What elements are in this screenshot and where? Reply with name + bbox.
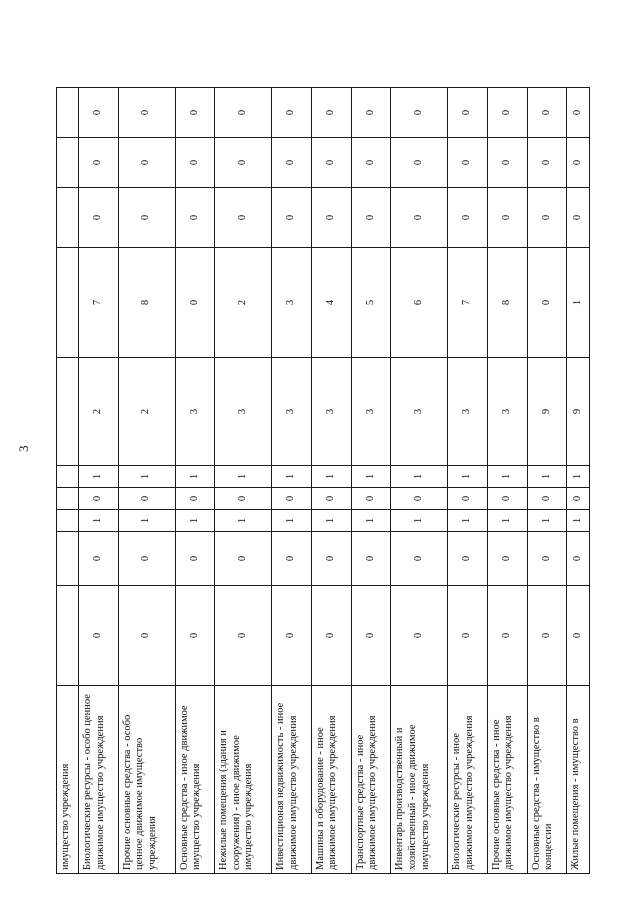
value-cell-c3: 1 <box>272 510 312 532</box>
value-cell-c2: 0 <box>391 532 448 586</box>
value-cell-c6: 9 <box>527 358 567 466</box>
value-cell-c5: 1 <box>448 466 488 488</box>
value-cell-c9: 0 <box>311 138 351 188</box>
empty-cell <box>57 488 79 510</box>
value-cell-c4: 0 <box>79 488 119 510</box>
value-cell-c4: 0 <box>391 488 448 510</box>
value-cell-c5: 1 <box>567 466 590 488</box>
value-cell-c6: 3 <box>215 358 272 466</box>
table-row <box>311 88 351 874</box>
value-cell-c7: 5 <box>351 248 391 358</box>
value-cell-c4: 0 <box>311 488 351 510</box>
value-cell-c7: 4 <box>311 248 351 358</box>
value-cell-c4: 0 <box>215 488 272 510</box>
value-cell-c4: 0 <box>118 488 175 510</box>
value-cell-c10: 0 <box>272 88 312 138</box>
table-row <box>527 88 567 874</box>
value-cell-c10: 0 <box>175 88 215 138</box>
value-cell-c6: 3 <box>448 358 488 466</box>
table-row <box>215 88 272 874</box>
value-cell-c7: 3 <box>272 248 312 358</box>
row-name-cell: Нежилые помещения (здания и сооружения) - иное движимое имущество учреждения <box>215 686 272 874</box>
value-cell-c3: 1 <box>487 510 527 532</box>
empty-cell <box>57 532 79 586</box>
empty-cell <box>57 138 79 188</box>
row-name-cell: Биологические ресурсы - иное движимое имущество учреждения <box>448 686 488 874</box>
value-cell-c1: 0 <box>487 586 527 686</box>
value-cell-c2: 0 <box>215 532 272 586</box>
value-cell-c3: 1 <box>527 510 567 532</box>
value-cell-c8: 0 <box>391 188 448 248</box>
value-cell-c1: 0 <box>272 586 312 686</box>
value-cell-c9: 0 <box>391 138 448 188</box>
value-cell-c10: 0 <box>118 88 175 138</box>
table-row <box>175 88 215 874</box>
value-cell-c7: 6 <box>391 248 448 358</box>
value-cell-c2: 0 <box>487 532 527 586</box>
value-cell-c6: 3 <box>351 358 391 466</box>
value-cell-c3: 1 <box>448 510 488 532</box>
row-name-cell: Инвентарь производственный и хозяйственный - иное движимое имущество учреждения <box>391 686 448 874</box>
value-cell-c10: 0 <box>311 88 351 138</box>
row-name-cell: Машины и оборудование - иное движимое имущество учреждения <box>311 686 351 874</box>
value-cell-c3: 1 <box>311 510 351 532</box>
value-cell-c3: 1 <box>118 510 175 532</box>
value-cell-c1: 0 <box>79 586 119 686</box>
value-cell-c6: 3 <box>272 358 312 466</box>
value-cell-c1: 0 <box>175 586 215 686</box>
empty-cell <box>57 88 79 138</box>
row-name-cell: Прочие основные средства - иное движимое имущество учреждения <box>487 686 527 874</box>
value-cell-c1: 0 <box>567 586 590 686</box>
value-cell-c5: 1 <box>311 466 351 488</box>
value-cell-c1: 0 <box>351 586 391 686</box>
value-cell-c7: 8 <box>118 248 175 358</box>
value-cell-c10: 0 <box>448 88 488 138</box>
value-cell-c9: 0 <box>79 138 119 188</box>
value-cell-c7: 1 <box>567 248 590 358</box>
value-cell-c4: 0 <box>448 488 488 510</box>
empty-cell <box>57 466 79 488</box>
row-name-cell: Транспортные средства - иное движимое имущество учреждения <box>351 686 391 874</box>
value-cell-c4: 0 <box>527 488 567 510</box>
value-cell-c6: 3 <box>391 358 448 466</box>
value-cell-c10: 0 <box>527 88 567 138</box>
table-row <box>391 88 448 874</box>
empty-cell <box>57 188 79 248</box>
value-cell-c7: 0 <box>175 248 215 358</box>
value-cell-c9: 0 <box>567 138 590 188</box>
rotated-table-container <box>56 88 590 874</box>
value-cell-c3: 1 <box>215 510 272 532</box>
value-cell-c8: 0 <box>448 188 488 248</box>
value-cell-c6: 3 <box>175 358 215 466</box>
table-row <box>448 88 488 874</box>
value-cell-c7: 2 <box>215 248 272 358</box>
value-cell-c2: 0 <box>527 532 567 586</box>
value-cell-c10: 0 <box>351 88 391 138</box>
row-name-cell: Основные средства - иное движимое имущество учреждения <box>175 686 215 874</box>
empty-cell <box>57 586 79 686</box>
value-cell-c5: 1 <box>215 466 272 488</box>
value-cell-c1: 0 <box>527 586 567 686</box>
table-row-continuation <box>57 88 79 874</box>
value-cell-c7: 8 <box>487 248 527 358</box>
value-cell-c7: 7 <box>79 248 119 358</box>
value-cell-c3: 1 <box>175 510 215 532</box>
value-cell-c10: 0 <box>487 88 527 138</box>
table-row <box>79 88 119 874</box>
value-cell-c2: 0 <box>351 532 391 586</box>
value-cell-c5: 1 <box>351 466 391 488</box>
value-cell-c8: 0 <box>487 188 527 248</box>
value-cell-c2: 0 <box>311 532 351 586</box>
value-cell-c1: 0 <box>391 586 448 686</box>
value-cell-c4: 0 <box>567 488 590 510</box>
value-cell-c7: 0 <box>527 248 567 358</box>
account-table <box>56 87 590 874</box>
value-cell-c9: 0 <box>487 138 527 188</box>
value-cell-c8: 0 <box>79 188 119 248</box>
row-name-cell: Биологические ресурсы - особо ценное движимое имущество учреждения <box>79 686 119 874</box>
row-name-cell: имущество учреждения <box>57 686 79 874</box>
value-cell-c5: 1 <box>527 466 567 488</box>
value-cell-c9: 0 <box>351 138 391 188</box>
value-cell-c1: 0 <box>215 586 272 686</box>
value-cell-c6: 3 <box>311 358 351 466</box>
value-cell-c8: 0 <box>351 188 391 248</box>
value-cell-c3: 1 <box>79 510 119 532</box>
value-cell-c10: 0 <box>79 88 119 138</box>
empty-cell <box>57 358 79 466</box>
value-cell-c8: 0 <box>175 188 215 248</box>
table-row <box>567 88 590 874</box>
page-number: 3 <box>16 445 31 452</box>
value-cell-c8: 0 <box>311 188 351 248</box>
value-cell-c2: 0 <box>448 532 488 586</box>
value-cell-c8: 0 <box>215 188 272 248</box>
value-cell-c3: 1 <box>567 510 590 532</box>
value-cell-c9: 0 <box>272 138 312 188</box>
value-cell-c1: 0 <box>448 586 488 686</box>
value-cell-c8: 0 <box>118 188 175 248</box>
row-name-cell: Основные средства - имущество в концессии <box>527 686 567 874</box>
value-cell-c4: 0 <box>487 488 527 510</box>
row-name-cell: Инвестиционая недвижимость - иное движимое имущество учреждения <box>272 686 312 874</box>
value-cell-c7: 7 <box>448 248 488 358</box>
table-row <box>118 88 175 874</box>
row-name-cell: Жилые помещения - имущество в <box>567 686 590 874</box>
table-row <box>351 88 391 874</box>
value-cell-c8: 0 <box>527 188 567 248</box>
value-cell-c6: 9 <box>567 358 590 466</box>
value-cell-c2: 0 <box>118 532 175 586</box>
value-cell-c5: 1 <box>79 466 119 488</box>
value-cell-c4: 0 <box>272 488 312 510</box>
value-cell-c8: 0 <box>272 188 312 248</box>
value-cell-c5: 1 <box>487 466 527 488</box>
value-cell-c6: 2 <box>79 358 119 466</box>
value-cell-c5: 1 <box>118 466 175 488</box>
table-body <box>57 88 590 874</box>
value-cell-c2: 0 <box>567 532 590 586</box>
value-cell-c9: 0 <box>118 138 175 188</box>
value-cell-c3: 1 <box>351 510 391 532</box>
value-cell-c5: 1 <box>391 466 448 488</box>
value-cell-c9: 0 <box>215 138 272 188</box>
table-row <box>487 88 527 874</box>
value-cell-c6: 2 <box>118 358 175 466</box>
value-cell-c4: 0 <box>351 488 391 510</box>
value-cell-c2: 0 <box>175 532 215 586</box>
value-cell-c9: 0 <box>527 138 567 188</box>
value-cell-c1: 0 <box>311 586 351 686</box>
value-cell-c2: 0 <box>79 532 119 586</box>
value-cell-c3: 1 <box>391 510 448 532</box>
value-cell-c8: 0 <box>567 188 590 248</box>
value-cell-c9: 0 <box>448 138 488 188</box>
value-cell-c1: 0 <box>118 586 175 686</box>
row-name-cell: Прочие основные средства - особо ценное движимое имущество учреждения <box>118 686 175 874</box>
value-cell-c10: 0 <box>567 88 590 138</box>
table-row <box>272 88 312 874</box>
empty-cell <box>57 510 79 532</box>
value-cell-c5: 1 <box>175 466 215 488</box>
value-cell-c5: 1 <box>272 466 312 488</box>
value-cell-c9: 0 <box>175 138 215 188</box>
value-cell-c6: 3 <box>487 358 527 466</box>
value-cell-c2: 0 <box>272 532 312 586</box>
empty-cell <box>57 248 79 358</box>
value-cell-c4: 0 <box>175 488 215 510</box>
value-cell-c10: 0 <box>215 88 272 138</box>
value-cell-c10: 0 <box>391 88 448 138</box>
